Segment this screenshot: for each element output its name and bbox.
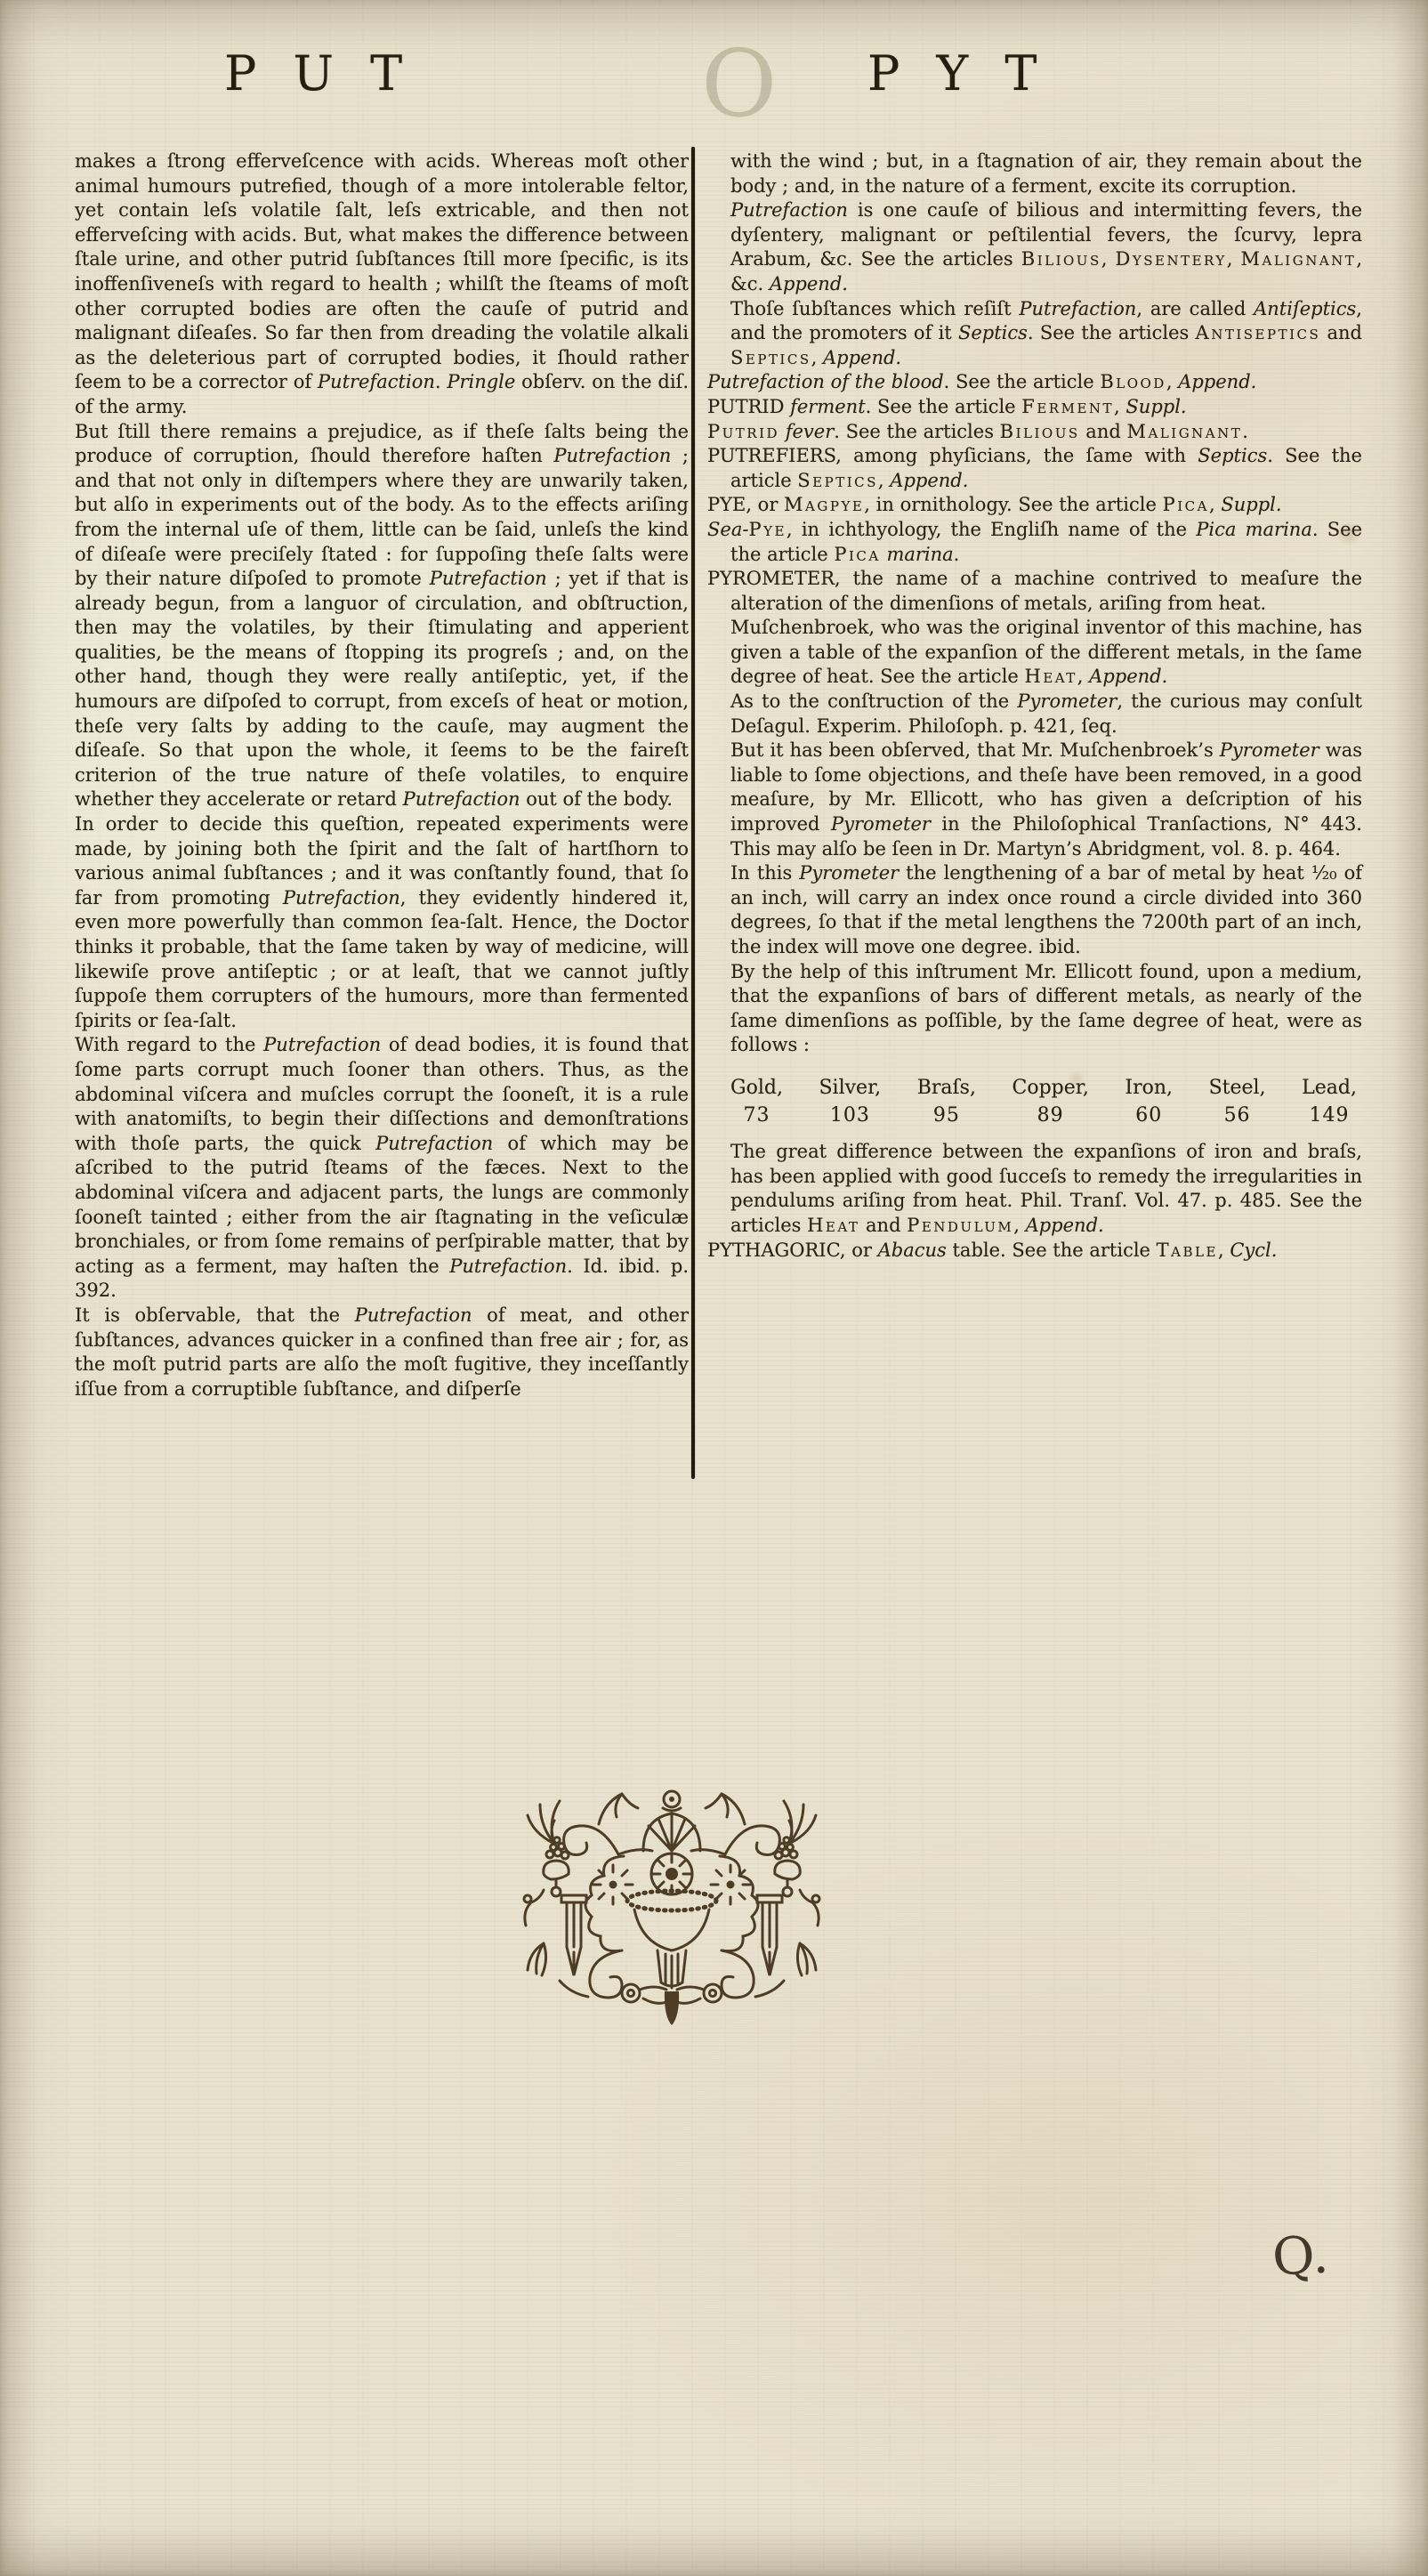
text-run: . — [953, 543, 960, 565]
small-caps-text: Blood — [1100, 371, 1166, 393]
text-run: the lengthening of a bar of metal by heat ¹⁄₂₀ of an inch, will carry an index once round a circle divided into 360 degrees, ſo that if the metal lengthens the 7200th part of an inch, the index will move one degree. ibid. — [730, 862, 1362, 957]
italic-text: Putrefaction — [263, 1034, 382, 1056]
text-run: Muſchenbroek, who was the original inventor of this machine, has given a table of the expanſion of the different metals, in the ſame degree of heat. See the article — [730, 617, 1362, 688]
text-run — [779, 421, 786, 442]
text-run: in the Philoſophical Tranſactions, N° 443. This may alſo be ſeen in Dr. Martyn’s Abridgment, vol. 8. p. 464. — [730, 813, 1362, 860]
text-run: ; and that not only in diſtempers where they are unwarily taken, but alſo in experiments out of the body. As to the effects ariſing from the internal uſe of them, little can be ſaid, unleſs the kind of diſeaſe were preciſely ſtated : for ſuppoſing theſe ſalts were by their nature diſpoſed to promote — [75, 445, 689, 590]
paragraph — [707, 861, 1362, 959]
text-run: , the curious may conſult Deſagul. Experim. Philoſoph. p. 421, ſeq. — [730, 690, 1362, 737]
italic-text: Pyrometer — [831, 813, 931, 836]
text-run: With regard to the — [75, 1034, 264, 1056]
text-run: PYE, or — [707, 494, 785, 516]
italic-text: Putrefaction — [402, 788, 520, 811]
text-run: , — [1077, 666, 1090, 688]
small-caps-text: Pica — [834, 543, 881, 565]
metal-value: 95 — [932, 1103, 960, 1126]
small-caps-text: Table — [1156, 1239, 1218, 1261]
metal-name: Gold, — [730, 1076, 783, 1099]
text-run: PUTREFIERS, among phyſicians, the ſame with — [707, 445, 1198, 467]
paragraph — [707, 1140, 1362, 1238]
metal-value: 103 — [829, 1103, 870, 1126]
text-run: , — [1226, 248, 1241, 271]
text-run: , are called — [1136, 297, 1255, 319]
italic-text: Append. — [890, 469, 969, 491]
text-run: . See the articles — [1027, 322, 1196, 344]
text-run: , — [811, 346, 823, 368]
italic-text: Abacus — [877, 1239, 947, 1261]
metal-column — [917, 1076, 976, 1127]
text-run: , — [1208, 494, 1222, 516]
italic-text: Append. — [1025, 1214, 1104, 1236]
metal-column — [1209, 1076, 1266, 1127]
text-run: . See the article — [730, 445, 1362, 491]
italic-text: fever — [785, 420, 835, 442]
small-caps-text: Pica — [1162, 494, 1209, 516]
text-run: Thoſe ſubſtances which reſiſt — [730, 297, 1020, 319]
small-caps-text: Malignant — [1240, 248, 1357, 271]
text-run: . — [434, 371, 448, 393]
text-run: and — [1320, 322, 1362, 344]
italic-text: Putrefaction of the blood — [707, 371, 944, 393]
italic-text: Putrefaction — [449, 1255, 568, 1277]
paragraph — [707, 444, 1362, 493]
small-caps-text: Bilious — [999, 420, 1080, 442]
text-run: and — [859, 1214, 908, 1236]
small-caps-text: Antiseptics — [1195, 322, 1321, 344]
small-caps-text: Heat — [807, 1214, 860, 1236]
text-run: . Id. ibid. p. 392. — [75, 1255, 689, 1302]
metal-name: Steel, — [1208, 1076, 1266, 1099]
metal-value: 149 — [1309, 1103, 1350, 1126]
italic-text: Append. — [1178, 371, 1257, 393]
text-run: In order to decide this queſtion, repeated experiments were made, by joining both the ſpirit and the ſalt of hartſhorn to various animal ſubſtances ; and it was conſtantly found, that ſo far from promoting — [75, 813, 689, 908]
paragraph — [75, 1033, 689, 1304]
text-run: table. See the article — [946, 1239, 1157, 1261]
pyt-header: P Y T — [867, 45, 1048, 101]
paragraph — [707, 370, 1362, 395]
italic-text: ferment — [790, 395, 866, 417]
paragraph — [707, 149, 1362, 198]
text-run: , — [1114, 395, 1126, 417]
small-caps-text: Septics — [730, 346, 811, 368]
small-caps-text: Heat — [1024, 666, 1077, 688]
text-run: obſerv. on the diſ. of the army. — [75, 371, 689, 417]
italic-text: marina — [886, 543, 954, 565]
small-caps-text: Malignant — [1126, 420, 1243, 442]
text-run: . See the article — [730, 518, 1362, 565]
italic-text: Putrefaction — [317, 371, 435, 393]
left-column — [75, 149, 689, 1401]
text-run: . — [1242, 420, 1248, 442]
show-through-letter: O — [698, 28, 779, 140]
italic-text: Pica marina — [1196, 518, 1312, 540]
metal-name: Silver, — [819, 1076, 882, 1099]
put-header: P U T — [224, 45, 414, 101]
text-run: . See the article — [865, 395, 1022, 417]
metal-value: 73 — [743, 1103, 770, 1126]
small-caps-text: Dysentery — [1115, 248, 1227, 271]
text-run: , — [1013, 1214, 1026, 1236]
text-run: out of the body. — [520, 788, 673, 811]
metal-column — [1302, 1076, 1357, 1127]
italic-text: Antiſeptics — [1254, 297, 1357, 319]
text-run: , — [1101, 248, 1116, 271]
paragraph — [75, 149, 689, 420]
text-run: , and the promoters of it — [730, 297, 1362, 344]
small-caps-text: Pendulum — [907, 1214, 1014, 1236]
small-caps-text: Ferment — [1021, 395, 1115, 417]
italic-text: Septics — [957, 322, 1028, 344]
small-caps-text: Pye — [748, 518, 787, 540]
metals-expansion-table — [707, 1076, 1362, 1127]
text-run: By the help of this inſtrument Mr. Ellicott found, upon a medium, that the expanſions of bars of different metals, as nearly of the ſame dimenſions as poſſible, by the ſame degree of heat, were as follows : — [730, 960, 1362, 1056]
metal-name: Braſs, — [916, 1076, 976, 1099]
text-run: , they evidently hindered it, even more powerfully than common ſea-ſalt. Hence, the Doctor thinks it probable, that the ſame taken by way of medicine, will likewiſe prove antiſeptic ; or at leaſt, that we cannot juſtly ſuppoſe them corrupters of the humours, more than fermented ſpirits or ſea-ſalt. — [75, 886, 689, 1031]
paragraph — [707, 297, 1362, 371]
italic-text: Cycl. — [1230, 1239, 1278, 1261]
metal-name: Lead, — [1302, 1076, 1357, 1099]
text-run: In this — [730, 862, 800, 884]
paragraph — [75, 1304, 689, 1401]
text-run: , in ichthyology, the Engliſh name of the — [786, 518, 1197, 540]
paragraph — [707, 518, 1362, 567]
italic-text: Putrefaction — [282, 886, 400, 908]
text-run: , — [1166, 371, 1179, 393]
metal-value: 56 — [1223, 1103, 1251, 1126]
paragraph — [75, 420, 689, 813]
text-run: . See the article — [943, 371, 1101, 393]
text-run: But ſtill there remains a prejudice, as if theſe ſalts being the produce of corruption, ſhould therefore haſten — [75, 420, 689, 467]
paragraph — [707, 198, 1362, 296]
italic-text: Putrefaction — [730, 199, 848, 222]
italic-text: Append. — [822, 346, 902, 368]
text-run: , — [1217, 1239, 1230, 1261]
small-caps-text: Magpye — [784, 494, 865, 516]
italic-text: Putrefaction — [354, 1304, 472, 1326]
small-caps-text: Septics — [797, 469, 878, 491]
paragraph — [707, 395, 1362, 420]
paragraph — [75, 812, 689, 1033]
italic-text: Putrefaction — [1019, 297, 1137, 319]
small-caps-text: Putrid — [707, 420, 780, 442]
italic-text: Putrefaction — [553, 445, 672, 467]
text-run: is one cauſe of bilious and intermitting fevers, the dyſentery, malignant or peſtilential fevers, the ſcurvy, lepra Arabum, &c. See the articles — [730, 199, 1362, 271]
paragraph — [707, 690, 1362, 739]
text-run: of which may be aſcribed to the putrid ſteams of the fæces. Next to the abdominal viſcera and adjacent parts, the lungs are commonly ſooneſt tainted ; either from the air ſtagnating in the veſiculæ bronchiales, or from ſome remains of perſpirable matter, that by acting as a ferment, may haſten the — [75, 1132, 689, 1277]
text-run: makes a ſtrong efferveſcence with acids. Whereas moſt other animal humours putrefied, though of a more intolerable feltor, yet contain leſs volatile ſalt, leſs extricable, and then not efferveſcing with acids. But, what makes the difference between ſtale urine, and other putrid ſubſtances ſtill more ſpecific, is its inoffenſiveneſs with regard to health ; whilſt the ſteams of moſt other corrupted bodies are often the cauſe of putrid and malignant diſeaſes. So far then from dreading the volatile alkali as the deleterious part of corrupted bodies, it ſhould rather ſeem to be a corrector of — [75, 150, 689, 393]
tailpiece-ornament — [513, 1769, 830, 2036]
paragraph — [707, 739, 1362, 861]
italic-text: Sea- — [707, 518, 749, 540]
italic-text: Pringle — [447, 371, 516, 393]
small-caps-text: Bilious — [1021, 248, 1101, 271]
text-run: , — [877, 469, 891, 491]
text-run: , in ornithology. See the article — [864, 494, 1163, 516]
text-run: But it has been obſerved, that Mr. Muſchenbroek’s — [730, 739, 1220, 762]
italic-text: Putrefaction — [375, 1132, 494, 1154]
paragraph — [707, 567, 1362, 616]
italic-text: Append. — [769, 272, 848, 295]
right-column — [707, 149, 1362, 1263]
italic-text: Pyrometer — [1219, 739, 1319, 762]
paragraph — [707, 420, 1362, 445]
paragraph — [707, 616, 1362, 690]
text-run: of meat, and other ſubſtances, advances quicker in a confined than free air ; for, as the moſt putrid parts are alſo the moſt fugitive, they inceſſantly iſſue from a corruptible ſubſtance, and diſperſe — [75, 1304, 690, 1400]
metal-column — [819, 1076, 881, 1127]
metal-value: 60 — [1135, 1103, 1163, 1126]
italic-text: Septics — [1198, 445, 1268, 467]
column-divider — [691, 147, 695, 1479]
paragraph — [707, 1239, 1362, 1264]
italic-text: Putrefaction — [429, 568, 547, 590]
metal-value: 89 — [1037, 1103, 1064, 1126]
text-run: ; yet if that is already begun, from a languor of circulation, and obſtruction, then may the volatiles, by their ſtimulating and apperient qualities, be the means of ſtopping its progreſs ; and, on the other hand, though they were really antiſeptic, yet, if the humours are diſpoſed to corrupt, from exceſs of heat or motion, theſe very ſalts by adding to the cauſe, may augment the diſeaſe. So that upon the whole, it ſeems to be the faireſt criterion of the true nature of theſe volatiles, to enquire whether they accelerate or retard — [75, 568, 689, 811]
text-run: of dead bodies, it is found that ſome parts corrupt much ſooner than others. Thus, as the abdominal viſcera and muſcles corrupt the ſooneſt, it is a rule with anatomiſts, to begin their diſſections and demonſtrations with thoſe parts, the quick — [75, 1034, 689, 1154]
italic-text: Pyrometer — [799, 862, 900, 884]
italic-text: Append. — [1089, 666, 1168, 688]
metal-name: Iron, — [1125, 1076, 1174, 1099]
text-run: was liable to ſome objections, and theſe have been removed, in a good meaſure, by Mr. Ellicott, who has given a deſcription of his improved — [730, 739, 1363, 836]
paragraph — [707, 493, 1362, 518]
signature-mark: Q. — [1271, 2224, 1330, 2288]
metal-column — [1125, 1076, 1173, 1127]
text-run: PYROMETER, the name of a machine contrived to meaſure the alteration of the dimenſions of metals, ariſing from heat. — [707, 568, 1362, 614]
text-run: The great difference between the expanſions of iron and braſs, has been applied with good ſucceſs to remedy the irregularities in pendulums ariſing from heat. Phil. Tranſ. Vol. 47. p. 485. See the articles — [730, 1141, 1362, 1236]
text-run: with the wind ; but, in a ſtagnation of air, they remain about the body ; and, in the nature of a ferment, excite its corruption. — [730, 150, 1362, 197]
text-run: , &c. — [730, 248, 1362, 295]
italic-text: Suppl. — [1221, 494, 1282, 516]
metal-column — [1013, 1076, 1089, 1127]
italic-text: Pyrometer — [1017, 690, 1117, 713]
text-run: It is obſervable, that the — [75, 1304, 355, 1326]
text-run: As to the conſtruction of the — [730, 690, 1018, 713]
paragraph — [707, 960, 1362, 1058]
text-run: . See the articles — [834, 420, 1000, 442]
italic-text: Suppl. — [1125, 395, 1187, 417]
text-run: PUTRID — [707, 395, 791, 417]
text-run: PYTHAGORIC, or — [707, 1239, 878, 1261]
metal-column — [730, 1076, 783, 1127]
text-run: and — [1079, 420, 1127, 442]
metal-name: Copper, — [1012, 1076, 1089, 1099]
